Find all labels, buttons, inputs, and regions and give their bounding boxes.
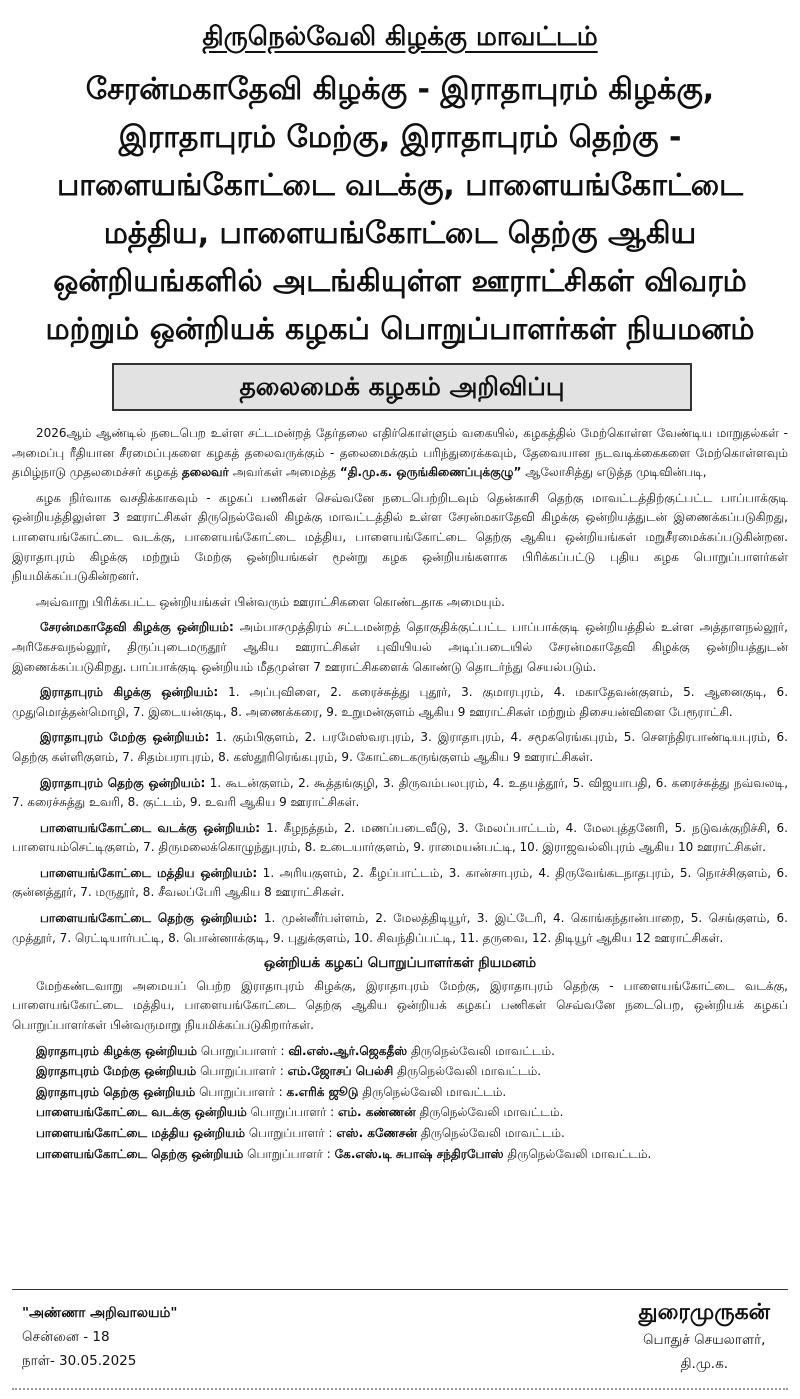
footer-divider — [12, 1289, 788, 1290]
union-villages: 1. கும்பிகுளம், 2. பரமேஸ்வரபுரம், 3. இராதாபுரம், 4. சமூகரெங்கபுரம், 5. சௌந்திரபாண்டியபுரம், 6. தெற்கு கள்ளிகுளம், 7. சிதம்பராபுரம், 8. கஸ்தூரிரெங்கபுரம், 9. கோட்டைகருங்குளம் ஆகிய 9 ஊராட்சிகள். — [12, 730, 788, 764]
office-name: "அண்ணா அறிவாலயம்" — [22, 1305, 178, 1321]
intro-text: 2026ஆம் ஆண்டில் நடைபெற உள்ள சட்டமன்றத் தேர்தலை எதிர்கொள்ளும் வகையில், கழகத்தில் மேற்கொள்ள வேண்டிய மாறுதல்கள் - அமைப்பு ரீதியான சீரமைப்புகளை கழகத் தலைவருக்கும் - தலைமைக்கும் பரிந்துரைக்கவும், தேவையான நடவடிக்கைகளை மேற்கொள்ளவும் தமிழ்நாடு முதலமைச்சர் கழகத் — [12, 426, 788, 480]
appointment-place: திருநெல்வேலி மாவட்டம். — [503, 1146, 652, 1161]
district-title — [0, 22, 800, 55]
union-paragraph — [12, 774, 788, 813]
union-paragraph — [12, 618, 788, 677]
appointment-row — [12, 1145, 788, 1165]
union-paragraph — [12, 909, 788, 948]
union-villages: 1. கீழநத்தம், 2. மணப்படைவீடு, 3. மேலப்பாட்டம், 4. மேலபுத்தனேரி, 5. நடுவக்குறிச்சி, 6. பாளையம்செட்டிகுளம், 7. திருமலைக்கொழுந்துபுரம், 8. உடையார்குளம், 9. ராமையன்பட்டி, 10. இராஜவல்லிபுரம் ஆகிய 10 ஊராட்சிகள். — [12, 820, 788, 855]
intro-paragraph-3: அவ்வாறு பிரிக்கபட்ட ஒன்றியங்கள் பின்வரும் ஊராட்சிகளை கொண்டதாக அமையும். — [36, 594, 505, 609]
union-name: இராதாபுரம் கிழக்கு ஒன்றியம்: — [40, 685, 219, 700]
union-name: பாளையங்கோட்டை தெற்கு ஒன்றியம்: — [40, 911, 258, 926]
intro-text: ஆலோசித்து எடுத்த முடிவின்படி, — [521, 465, 707, 480]
appointment-person: எஸ். கணேசன் — [336, 1126, 418, 1140]
union-paragraph — [12, 683, 788, 722]
union-paragraph — [12, 728, 788, 767]
appointment-place: திருநெல்வேலி மாவட்டம். — [358, 1084, 507, 1099]
appointment-row — [12, 1103, 788, 1123]
headline-line: சேரன்மகாதேவி கிழக்கு - இராதாபுரம் கிழக்கு, — [85, 72, 715, 107]
appointment-person: க.எரிக் ஜூடு — [286, 1084, 359, 1099]
union-villages: அம்பாசமுத்திரம் சட்டமன்றத் தொகுதிக்குட்பட்ட பாப்பாக்குடி ஒன்றியத்தில் உள்ள அத்தாளநல்லூர், அரிகேசவநல்லூர், திருப்புடைமருதூர் ஆகிய ஊராட்சிகள் புவியியல் அடிப்படையில் சேரன்மகாதேவி கிழக்கு ஒன்றியத்துடன் இணைக்கப்படுகிறது. பாப்பாக்குடி ஒன்றியம் மீதமுள்ள 7 ஊராட்சிகளைக் கொண்டு தொடர்ந்து செயல்படும். — [12, 620, 788, 674]
intro-paragraph-2: கழக நிர்வாக வசதிக்காகவும் - கழகப் பணிகள் செவ்வனே நடைபெற்றிடவும் தென்காசி தெற்கு மாவட்டத்திற்குட்பட்ட பாப்பாக்குடி ஒன்றியத்திலுள்ள 3 ஊராட்சிகள் திருநெல்வேலி கிழக்கு மாவட்டத்தில் உள்ள சேரன்மகாதேவி கிழக்கு ஒன்றியத்துடன் இணைக்கப்படுகிறது, பாளையங்கோட்டை வடக்கு, பாளையங்கோட்டை மத்திய, பாளையங்கோட்டை தெற்கு ஆகிய ஒன்றியங்கள் மறுசீரமைக்கப்படுகின்றன. இராதாபுரம் கிழக்கு மற்றும் மேற்கு ஒன்றியங்கள் மூன்று கழக ஒன்றியங்களாக பிரிக்கப்பட்டு புதிய கழக பொறுப்பாளர்கள் நியமிக்கப்படுகின்றனர். — [12, 490, 788, 584]
bottom-divider — [12, 1388, 788, 1390]
footer-address — [22, 1301, 177, 1373]
union-name: பாளையங்கோட்டை மத்திய ஒன்றியம்: — [40, 865, 258, 880]
headline-line: இராதாபுரம் மேற்கு, இராதாபுரம் தெற்கு - — [118, 120, 682, 155]
headline-line: பாளையங்கோட்டை வடக்கு, பாளையங்கோட்டை — [56, 168, 744, 203]
footer-signatory — [639, 1298, 770, 1376]
union-name: இராதாபுரம் தெற்கு ஒன்றியம்: — [40, 775, 206, 790]
appointment-row — [12, 1062, 788, 1082]
appointment-person: வி.எஸ்.ஆர்.ஜெகதீஸ் — [288, 1043, 408, 1058]
headline-line: ஒன்றியங்களில் அடங்கியுள்ள ஊராட்சிகள் விவரம் — [53, 264, 747, 299]
intro-emphasis: தலைவர் — [181, 465, 229, 480]
appointment-role: பொறுப்பாளர் : — [243, 1146, 335, 1161]
signatory-designation: பொதுச் செயலாளர், — [643, 1332, 766, 1348]
union-name: சேரன்மகாதேவி கிழக்கு ஒன்றியம்: — [40, 620, 234, 635]
hq-notice-banner: தலைமைக் கழகம் அறிவிப்பு — [112, 363, 692, 411]
appointment-person: கே.எஸ்.டி சுபாஷ் சந்திரபோஸ் — [334, 1146, 504, 1161]
appointment-row — [12, 1042, 788, 1062]
headline — [20, 66, 780, 354]
appointment-union: பாளையங்கோட்டை மத்திய ஒன்றியம் — [36, 1126, 246, 1140]
committee-name: “தி.மு.க. ஒருங்கிணைப்புக்குழு” — [339, 465, 522, 480]
union-name: இராதாபுரம் மேற்கு ஒன்றியம்: — [40, 730, 210, 745]
intro-text: அவர்கள் அமைத்த — [228, 465, 340, 480]
appointment-role: பொறுப்பாளர் : — [246, 1105, 339, 1120]
appointment-role: பொறுப்பாளர் : — [197, 1043, 289, 1058]
notice-date: நாள்- 30.05.2025 — [22, 1353, 137, 1369]
appointment-row — [12, 1124, 788, 1144]
appointment-row — [12, 1083, 788, 1103]
union-villages: 1. அரியகுளம், 2. கீழப்பாட்டம், 3. கான்சாபுரம், 4. திருவேங்கடநாதபுரம், 5. நொச்சிகுளம், 6. குன்னத்தூர், 7. மருதூர், 8. சீவலப்பேரி ஆகிய 8 ஊராட்சிகள். — [12, 865, 788, 900]
appointment-place: திருநெல்வேலி மாவட்டம். — [407, 1043, 555, 1058]
headline-line: மற்றும் ஒன்றியக் கழகப் பொறுப்பாளர்கள் நியமனம் — [45, 312, 755, 347]
party-name: தி.மு.க. — [680, 1356, 729, 1372]
appointment-role: பொறுப்பாளர் : — [196, 1064, 288, 1079]
signatory-name: துரைமுருகன் — [638, 1300, 770, 1325]
union-villages: 1. அப்புவிளை, 2. கரைச்சுத்து புதூர், 3. குமாரபுரம், 4. மகாதேவன்குளம், 5. ஆனைகுடி, 6. முதுமொத்தன்மொழி, 7. இடையன்குடி, 8. அணைக்கரை, 9. உறுமன்குளம் ஆகிய 9 ஊராட்சிகள் மற்றும் திசையன்விளை பேரூராட்சி. — [12, 685, 789, 719]
appointment-person: எம். கண்ணன் — [338, 1105, 416, 1120]
union-paragraph — [12, 864, 788, 903]
district-title-text: திருநெல்வேலி கிழக்கு மாவட்டம் — [202, 22, 598, 52]
appointment-union: இராதாபுரம் கிழக்கு ஒன்றியம் — [36, 1043, 198, 1058]
union-paragraph — [12, 819, 788, 858]
appointment-place: திருநெல்வேலி மாவட்டம். — [417, 1126, 565, 1140]
appointment-union: இராதாபுரம் மேற்கு ஒன்றியம் — [36, 1064, 197, 1079]
union-villages: 1. முன்னீர்பள்ளம், 2. மேலத்திடியூர், 3. இட்டேரி, 4. கொங்கந்தான்பாறை, 5. செங்குளம், 6. முத்தூர், 7. ரெட்டியார்பட்டி, 8. பொன்னாக்குடி, 9. புதுக்குளம், 10. சிவந்திப்பட்டி, 11. தருவை, 12. திடியூர் ஆகிய 12 ஊராட்சிகள். — [12, 911, 788, 945]
appointment-person: எம்.ஜோசப் பெல்சி — [287, 1064, 394, 1079]
notice-body — [12, 424, 788, 1165]
union-name: பாளையங்கோட்டை வடக்கு ஒன்றியம்: — [40, 820, 261, 835]
intro-paragraph-1 — [12, 424, 788, 483]
appointment-place: திருநெல்வேலி மாவட்டம். — [415, 1105, 564, 1120]
appointments-heading: ஒன்றியக் கழகப் பொறுப்பாளர்கள் நியமனம் — [263, 955, 537, 972]
appointment-union: பாளையங்கோட்டை தெற்கு ஒன்றியம் — [36, 1146, 244, 1161]
appointment-place: திருநெல்வேலி மாவட்டம். — [393, 1064, 542, 1079]
union-villages: 1. கூடன்குளம், 2. கூத்தங்குழி, 3. திருவம்பலபுரம், 4. உதயத்தூர், 5. விஜயாபதி, 6. கரைச்சுத்து நவ்வலடி, 7. கரைச்சுத்து உவரி, 8. குட்டம், 9. உவரி ஆகிய 9 ஊராட்சிகள். — [12, 775, 789, 810]
appointment-role: பொறுப்பாளர் : — [245, 1126, 337, 1140]
appointment-union: இராதாபுரம் தெற்கு ஒன்றியம் — [36, 1084, 196, 1099]
office-city: சென்னை - 18 — [22, 1329, 110, 1345]
appointments-intro: மேற்கண்டவாறு அமையப் பெற்ற இராதாபுரம் கிழக்கு, இராதாபுரம் மேற்கு, இராதாபுரம் தெற்கு - பாளையங்கோட்டை வடக்கு, பாளையங்கோட்டை மத்திய, பாளையங்கோட்டை தெற்கு ஆகிய ஒன்றியக் கழகப் பணிகள் செவ்வனே நடைபெற, ஒன்றியக் கழகப் பொறுப்பாளர்கள் பின்வருமாறு நியமிக்கப்படுகிறார்கள். — [12, 978, 788, 1033]
appointment-union: பாளையங்கோட்டை வடக்கு ஒன்றியம் — [36, 1105, 247, 1120]
appointment-role: பொறுப்பாளர் : — [195, 1084, 287, 1099]
headline-line: மத்திய, பாளையங்கோட்டை தெற்கு ஆகிய — [103, 216, 697, 251]
